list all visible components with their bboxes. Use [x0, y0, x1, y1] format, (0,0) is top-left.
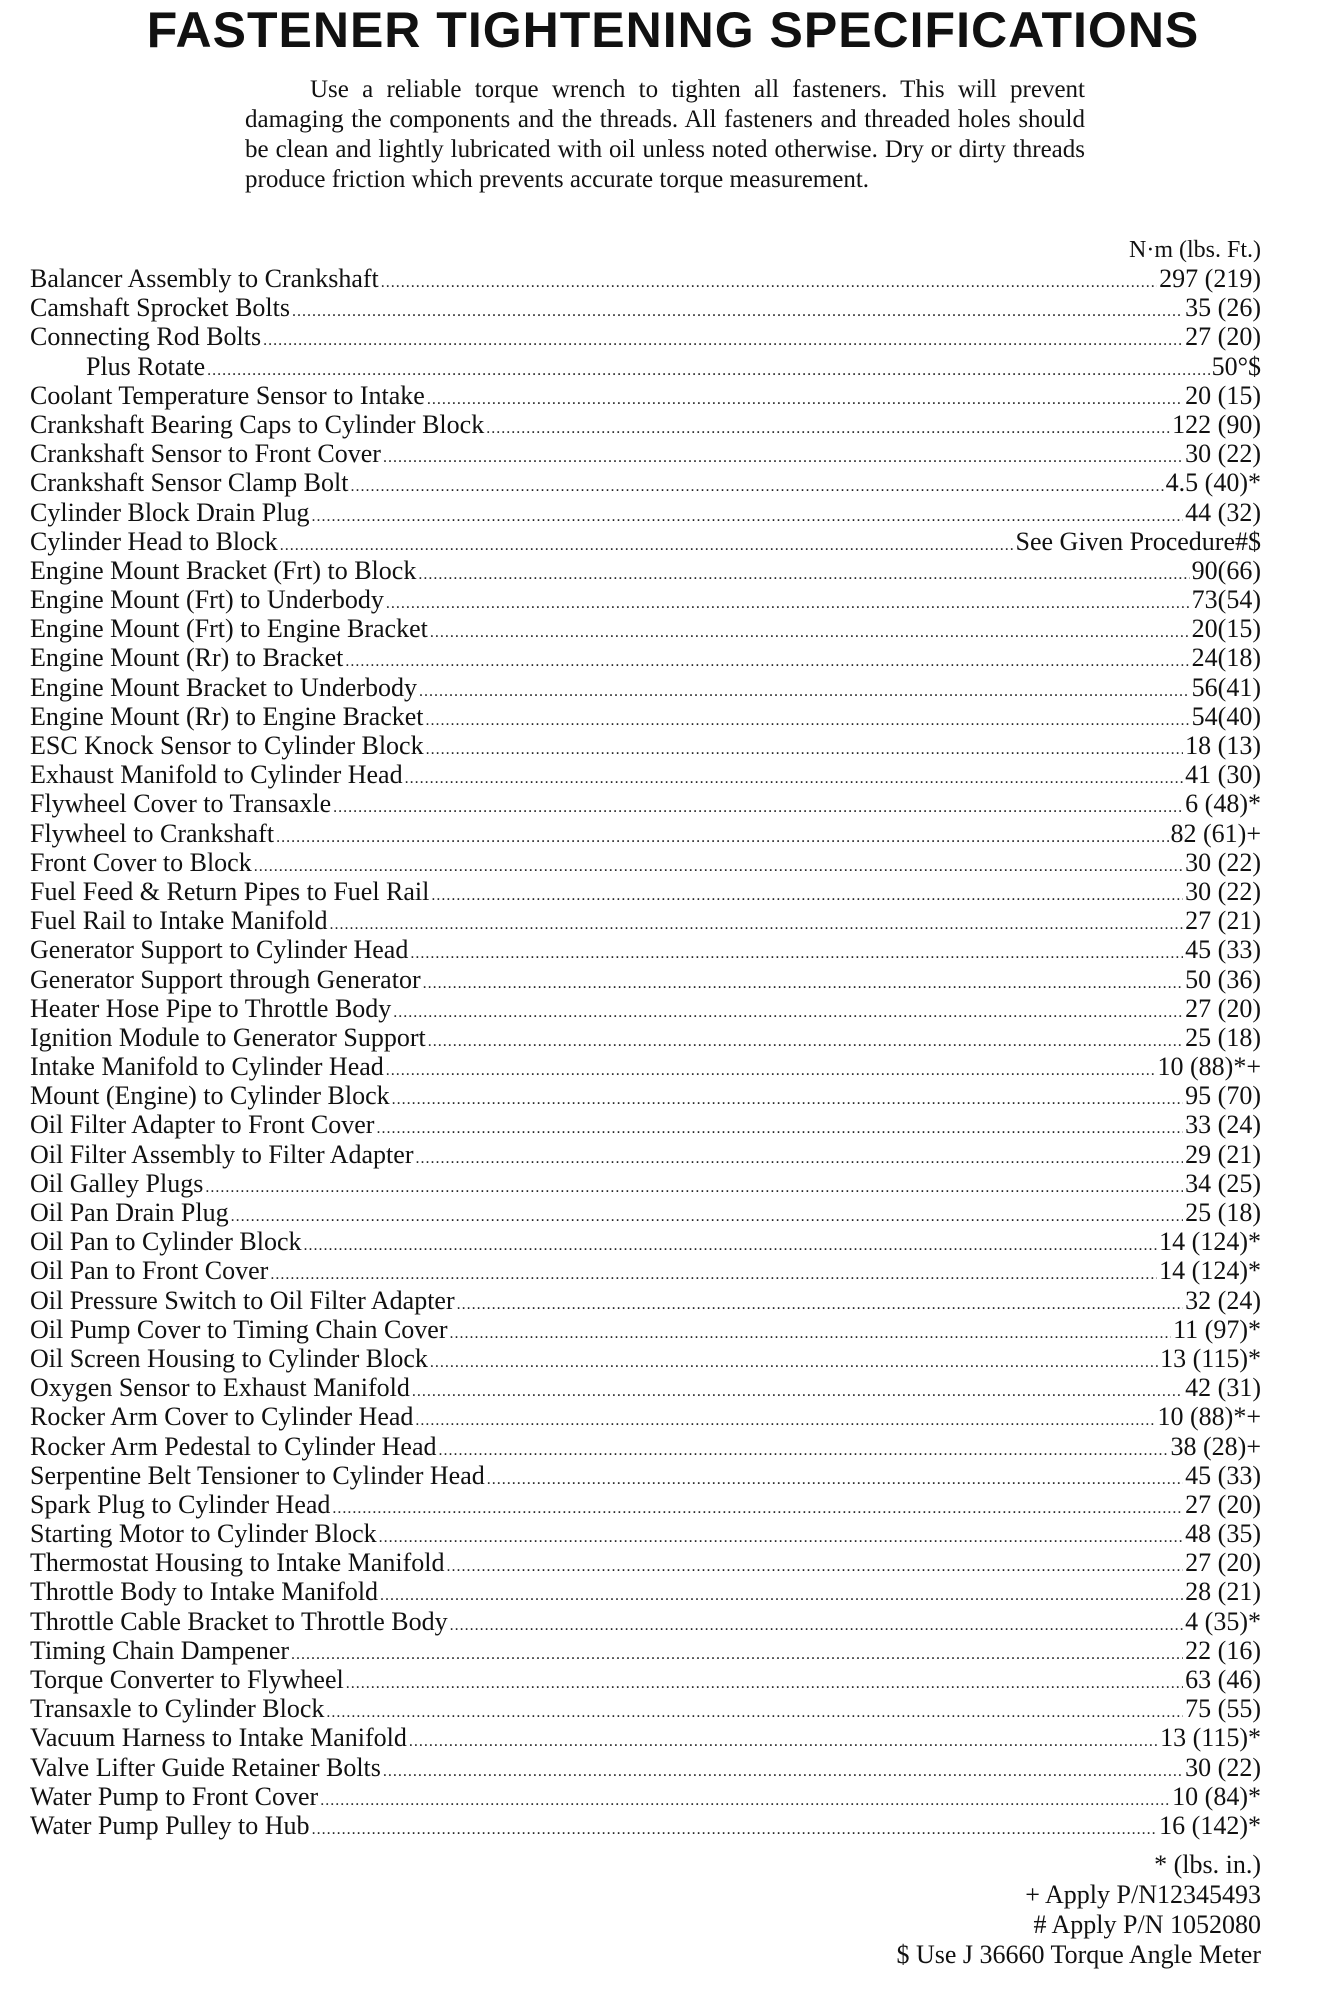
spec-value: 45 (33) — [1185, 935, 1261, 965]
spec-row — [30, 1607, 1261, 1636]
units-header: N·m (lbs. Ft.) — [1129, 237, 1261, 263]
dot-leader — [393, 998, 1183, 1023]
spec-value: 48 (35) — [1185, 1519, 1261, 1549]
spec-value: 50 (36) — [1185, 964, 1261, 994]
dot-leader — [426, 735, 1184, 760]
spec-row — [30, 935, 1261, 964]
spec-name: Throttle Cable Bracket to Throttle Body — [30, 1606, 448, 1636]
spec-value: 63 (46) — [1185, 1665, 1261, 1694]
spec-row — [30, 731, 1261, 760]
spec-value: 95 (70) — [1185, 1081, 1261, 1111]
spec-row — [30, 498, 1261, 527]
dot-leader — [207, 356, 1209, 381]
dot-leader — [430, 1348, 1158, 1373]
spec-name: Serpentine Belt Tensioner to Cylinder Head — [30, 1460, 485, 1490]
dot-leader — [231, 1202, 1184, 1227]
spec-row — [30, 1081, 1261, 1110]
spec-value: 30 (22) — [1185, 876, 1261, 906]
spec-value: 28 (21) — [1185, 1577, 1261, 1607]
dot-leader — [280, 531, 1014, 556]
spec-row — [30, 1490, 1261, 1519]
spec-value: 27 (20) — [1185, 322, 1261, 352]
spec-row — [30, 906, 1261, 935]
spec-value: 13 (115)* — [1160, 1723, 1261, 1753]
spec-row — [30, 1753, 1261, 1782]
dot-leader — [426, 706, 1190, 731]
dot-leader — [326, 1698, 1183, 1723]
spec-row — [30, 1052, 1261, 1081]
spec-value: 14 (124)* — [1159, 1256, 1261, 1286]
dot-leader — [383, 443, 1183, 468]
dot-leader — [410, 939, 1183, 964]
spec-name: Water Pump Pulley to Hub — [30, 1810, 310, 1840]
spec-value: 11 (97)* — [1173, 1314, 1261, 1344]
spec-row — [30, 1344, 1261, 1373]
spec-name: Rocker Arm Pedestal to Cylinder Head — [30, 1431, 437, 1461]
spec-name: Throttle Body to Intake Manifold — [30, 1577, 379, 1607]
spec-name: Connecting Rod Bolts — [30, 322, 262, 352]
spec-name: Water Pump to Front Cover — [30, 1781, 319, 1811]
spec-name: Fuel Rail to Intake Manifold — [30, 906, 328, 936]
spec-row — [30, 1023, 1261, 1052]
spec-name: Oil Screen Housing to Cylinder Block — [30, 1343, 428, 1373]
dot-leader — [350, 472, 1163, 497]
spec-row — [30, 1665, 1261, 1694]
intro-paragraph: Use a reliable torque wrench to tighten all fasteners. This will prevent damaging the components and the threads. All fasteners and threaded holes should be clean and lightly lubricated with oil unless noted otherwise. Dry or dirty threads produce friction which prevents accurate torque measurement. — [245, 76, 1085, 193]
spec-name: Transaxle to Cylinder Block — [30, 1694, 325, 1724]
legend-item: # Apply P/N 1052080 — [1033, 1910, 1261, 1939]
spec-value: 10 (84)* — [1172, 1781, 1261, 1811]
spec-row — [30, 1782, 1261, 1811]
spec-value: 27 (20) — [1185, 1489, 1261, 1519]
spec-row — [30, 760, 1261, 789]
spec-name: Fuel Feed & Return Pipes to Fuel Rail — [30, 876, 430, 906]
spec-name: Oil Pressure Switch to Oil Filter Adapter — [30, 1285, 455, 1315]
spec-value: 13 (115)* — [1160, 1343, 1261, 1373]
spec-value: 30 (22) — [1185, 1752, 1261, 1782]
dot-leader — [409, 1727, 1158, 1752]
spec-value: 54(40) — [1191, 701, 1261, 731]
spec-value: 27 (20) — [1185, 1548, 1261, 1578]
dot-leader — [486, 414, 1170, 439]
spec-name: Engine Mount (Rr) to Engine Bracket — [30, 701, 424, 731]
dot-leader — [383, 1757, 1183, 1782]
spec-value: 73(54) — [1191, 585, 1261, 615]
dot-leader — [379, 1523, 1184, 1548]
dot-leader — [386, 1056, 1156, 1081]
spec-name: Thermostat Housing to Intake Manifold — [30, 1548, 445, 1578]
spec-value: 4.5 (40)* — [1165, 468, 1261, 498]
spec-row — [30, 965, 1261, 994]
spec-name: Torque Converter to Flywheel — [30, 1665, 344, 1694]
spec-row — [30, 1198, 1261, 1227]
spec-value: 122 (90) — [1172, 409, 1261, 439]
dot-leader — [381, 268, 1157, 293]
dot-leader — [450, 1319, 1172, 1344]
spec-name: Spark Plug to Cylinder Head — [30, 1489, 331, 1519]
spec-value: 30 (22) — [1185, 847, 1261, 877]
spec-name: Cylinder Block Drain Plug — [30, 497, 310, 527]
spec-row — [30, 352, 1261, 381]
spec-value: 20(15) — [1191, 614, 1261, 644]
spec-name: Engine Mount (Frt) to Underbody — [30, 585, 384, 615]
spec-row — [30, 643, 1261, 672]
spec-name: Coolant Temperature Sensor to Intake — [30, 380, 425, 410]
dot-leader — [415, 1144, 1183, 1169]
dot-leader — [419, 677, 1190, 702]
spec-value: 45 (33) — [1185, 1460, 1261, 1490]
dot-leader — [415, 1406, 1155, 1431]
spec-list — [30, 264, 1261, 1840]
dot-leader — [205, 1173, 1183, 1198]
spec-row — [30, 614, 1261, 643]
spec-name: Generator Support through Generator — [30, 964, 421, 994]
spec-row — [30, 1548, 1261, 1577]
spec-row — [30, 994, 1261, 1023]
spec-name: Starting Motor to Cylinder Block — [30, 1519, 377, 1549]
spec-name: Vacuum Harness to Intake Manifold — [30, 1723, 407, 1753]
spec-row — [30, 381, 1261, 410]
spec-row — [30, 1432, 1261, 1461]
spec-row — [30, 1256, 1261, 1285]
spec-row — [30, 819, 1261, 848]
spec-row — [30, 293, 1261, 322]
spec-row — [30, 264, 1261, 293]
dot-leader — [292, 297, 1183, 322]
dot-leader — [346, 1669, 1183, 1694]
spec-value: 14 (124)* — [1159, 1227, 1261, 1257]
spec-value: 4 (35)* — [1185, 1606, 1261, 1636]
spec-row — [30, 1169, 1261, 1198]
dot-leader — [291, 1640, 1183, 1665]
spec-value: 50°$ — [1211, 351, 1261, 381]
spec-row — [30, 1519, 1261, 1548]
spec-value: 82 (61)+ — [1170, 818, 1261, 848]
spec-name: Ignition Module to Generator Support — [30, 1022, 426, 1052]
dot-leader — [392, 1085, 1184, 1110]
dot-leader — [332, 1494, 1183, 1519]
spec-name: Crankshaft Bearing Caps to Cylinder Block — [30, 409, 485, 439]
spec-value: 41 (30) — [1185, 760, 1261, 790]
spec-row — [30, 1723, 1261, 1752]
spec-name: Flywheel Cover to Transaxle — [30, 789, 332, 819]
spec-row — [30, 1110, 1261, 1139]
dot-leader — [412, 1377, 1183, 1402]
spec-name: Heater Hose Pipe to Throttle Body — [30, 993, 392, 1023]
spec-value: 29 (21) — [1185, 1139, 1261, 1169]
spec-row — [30, 1636, 1261, 1665]
dot-leader — [428, 1027, 1183, 1052]
spec-value: See Given Procedure#$ — [1015, 526, 1261, 556]
dot-leader — [345, 647, 1189, 672]
spec-row — [30, 789, 1261, 818]
spec-row — [30, 1227, 1261, 1256]
spec-name: Oil Galley Plugs — [30, 1168, 204, 1198]
dot-leader — [304, 1231, 1158, 1256]
spec-name: ESC Knock Sensor to Cylinder Block — [30, 731, 424, 760]
dot-leader — [446, 1552, 1183, 1577]
spec-name: Mount (Engine) to Cylinder Block — [30, 1081, 390, 1111]
spec-name: Rocker Arm Cover to Cylinder Head — [30, 1402, 414, 1432]
spec-value: 18 (13) — [1185, 731, 1261, 760]
spec-row — [30, 439, 1261, 468]
spec-value: 25 (18) — [1185, 1198, 1261, 1227]
spec-row — [30, 322, 1261, 351]
spec-row — [30, 1811, 1261, 1840]
spec-value: 33 (24) — [1185, 1110, 1261, 1140]
spec-name: Generator Support to Cylinder Head — [30, 935, 409, 965]
spec-value: 297 (219) — [1159, 264, 1261, 293]
spec-name: Crankshaft Sensor Clamp Bolt — [30, 468, 349, 498]
dot-leader — [376, 1114, 1183, 1139]
legend-item: $ Use J 36660 Torque Angle Meter — [896, 1940, 1261, 1969]
spec-row — [30, 1286, 1261, 1315]
spec-row — [30, 1373, 1261, 1402]
spec-value: 27 (21) — [1185, 906, 1261, 936]
spec-name: Front Cover to Block — [30, 847, 252, 877]
spec-value: 32 (24) — [1185, 1285, 1261, 1315]
spec-name: Oil Pan Drain Plug — [30, 1198, 229, 1227]
spec-name: Camshaft Sprocket Bolts — [30, 293, 290, 323]
spec-name: Valve Lifter Guide Retainer Bolts — [30, 1752, 381, 1782]
spec-row — [30, 1461, 1261, 1490]
spec-row — [30, 1577, 1261, 1606]
dot-leader — [427, 385, 1183, 410]
spec-name: Oil Pump Cover to Timing Chain Cover — [30, 1314, 448, 1344]
spec-value: 25 (18) — [1185, 1022, 1261, 1052]
dot-leader — [320, 1786, 1170, 1811]
dot-leader — [386, 589, 1190, 614]
dot-leader — [487, 1465, 1183, 1490]
legend-item: * (lbs. in.) — [1154, 1850, 1261, 1879]
dot-leader — [418, 560, 1189, 585]
spec-name: Crankshaft Sensor to Front Cover — [30, 439, 381, 469]
spec-value: 34 (25) — [1185, 1168, 1261, 1198]
spec-value: 44 (32) — [1185, 497, 1261, 527]
dot-leader — [450, 1611, 1184, 1636]
dot-leader — [270, 1260, 1157, 1285]
spec-value: 10 (88)*+ — [1157, 1052, 1261, 1082]
dot-leader — [333, 793, 1183, 818]
spec-row — [30, 468, 1261, 497]
spec-row — [30, 585, 1261, 614]
spec-name: Intake Manifold to Cylinder Head — [30, 1052, 384, 1082]
spec-name: Exhaust Manifold to Cylinder Head — [30, 760, 403, 790]
dot-leader — [457, 1290, 1184, 1315]
dot-leader — [312, 1815, 1158, 1840]
spec-name: Oil Filter Adapter to Front Cover — [30, 1110, 375, 1140]
spec-name: Oxygen Sensor to Exhaust Manifold — [30, 1373, 410, 1403]
spec-row — [30, 410, 1261, 439]
dot-leader — [431, 881, 1183, 906]
spec-name: Oil Filter Assembly to Filter Adapter — [30, 1139, 414, 1169]
spec-value: 24(18) — [1191, 643, 1261, 673]
spec-value: 56(41) — [1191, 672, 1261, 702]
spec-name: Oil Pan to Cylinder Block — [30, 1227, 302, 1257]
spec-row — [30, 848, 1261, 877]
spec-row — [30, 702, 1261, 731]
spec-value: 20 (15) — [1185, 380, 1261, 410]
spec-row — [30, 673, 1261, 702]
spec-name: Balancer Assembly to Crankshaft — [30, 264, 379, 293]
spec-row — [30, 1402, 1261, 1431]
dot-leader — [276, 823, 1168, 848]
dot-leader — [423, 969, 1184, 994]
spec-value: 27 (20) — [1185, 993, 1261, 1023]
spec-value: 35 (26) — [1185, 293, 1261, 323]
legend-item: + Apply P/N12345493 — [1025, 1880, 1261, 1909]
page-title: FASTENER TIGHTENING SPECIFICATIONS — [146, 2, 1200, 58]
dot-leader — [330, 910, 1184, 935]
dot-leader — [254, 852, 1183, 877]
spec-value: 30 (22) — [1185, 439, 1261, 469]
dot-leader — [430, 618, 1190, 643]
spec-name: Engine Mount Bracket to Underbody — [30, 672, 418, 702]
dot-leader — [405, 764, 1184, 789]
spec-row — [30, 527, 1261, 556]
spec-name: Engine Mount Bracket (Frt) to Block — [30, 555, 417, 585]
spec-row — [30, 556, 1261, 585]
spec-name: Engine Mount (Rr) to Bracket — [30, 643, 344, 673]
spec-name: Plus Rotate — [86, 351, 206, 381]
dot-leader — [263, 326, 1183, 351]
dot-leader — [439, 1436, 1169, 1461]
spec-value: 10 (88)*+ — [1157, 1402, 1261, 1432]
dot-leader — [380, 1581, 1183, 1606]
spec-name: Oil Pan to Front Cover — [30, 1256, 269, 1286]
legend — [896, 1850, 1261, 1970]
spec-name: Flywheel to Crankshaft — [30, 818, 275, 848]
spec-row — [30, 1315, 1261, 1344]
spec-name: Timing Chain Dampener — [30, 1635, 290, 1665]
spec-value: 75 (55) — [1185, 1694, 1261, 1724]
spec-row — [30, 1140, 1261, 1169]
spec-value: 22 (16) — [1185, 1635, 1261, 1665]
spec-row — [30, 877, 1261, 906]
spec-value: 16 (142)* — [1159, 1810, 1261, 1840]
spec-value: 42 (31) — [1185, 1373, 1261, 1403]
spec-name: Engine Mount (Frt) to Engine Bracket — [30, 614, 428, 644]
spec-value: 6 (48)* — [1185, 789, 1261, 819]
dot-leader — [311, 502, 1183, 527]
spec-row — [30, 1694, 1261, 1723]
spec-value: 90(66) — [1191, 555, 1261, 585]
spec-value: 38 (28)+ — [1170, 1431, 1261, 1461]
spec-name: Cylinder Head to Block — [30, 526, 278, 556]
